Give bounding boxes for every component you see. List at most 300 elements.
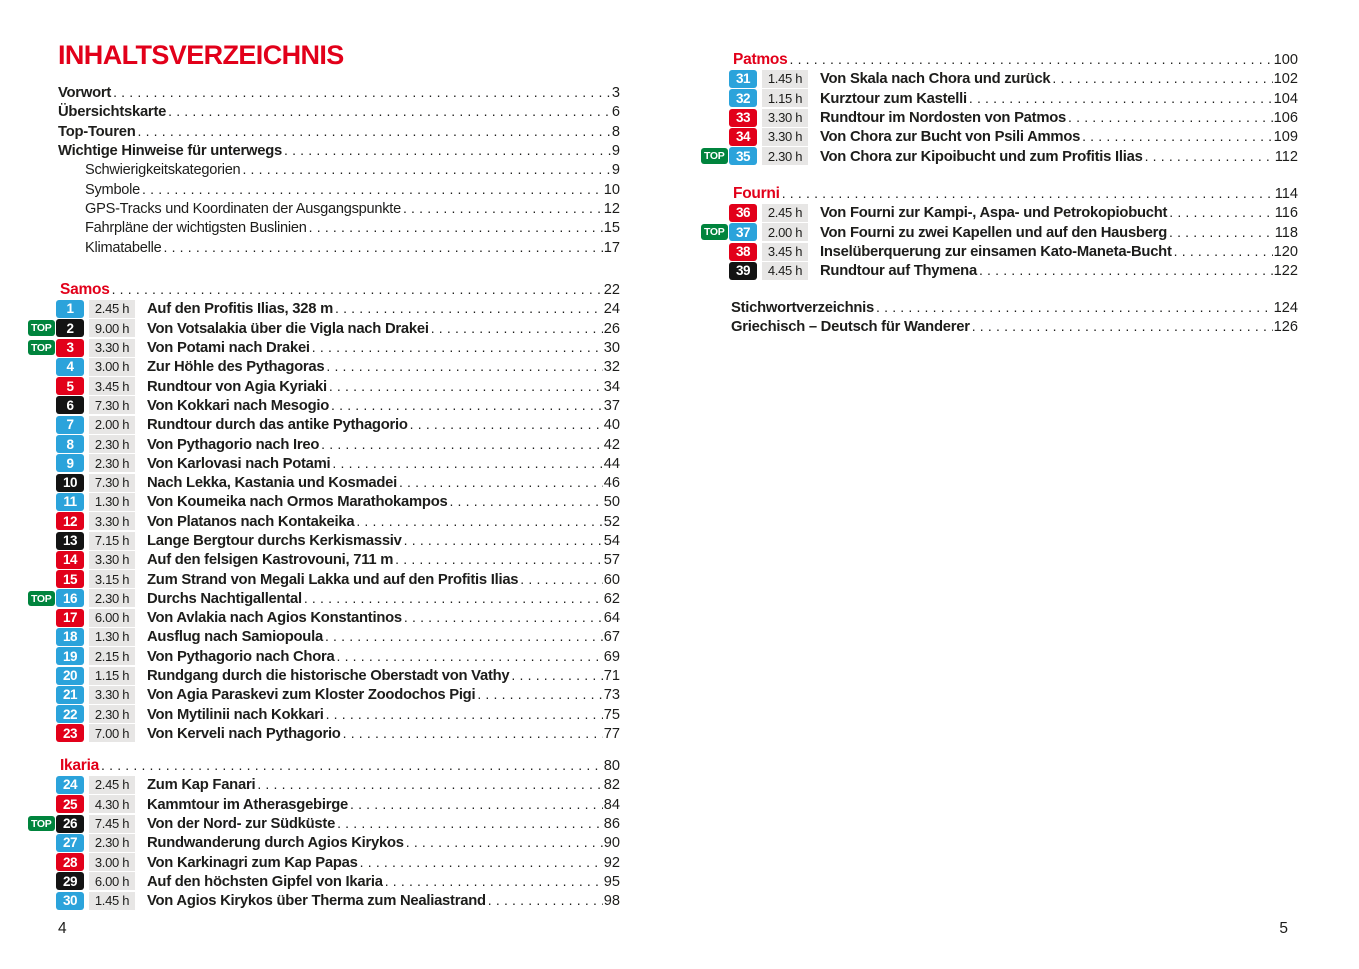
dot-leader bbox=[325, 628, 603, 644]
duration-cell: 3.30 h bbox=[762, 128, 808, 146]
tour-number-badge: 39 bbox=[729, 262, 757, 280]
dot-leader bbox=[326, 706, 603, 722]
dot-leader bbox=[356, 513, 602, 529]
tour-number-badge: 18 bbox=[56, 628, 84, 646]
dot-leader bbox=[138, 123, 611, 139]
section-title: Patmos bbox=[733, 50, 788, 68]
page-ref: 32 bbox=[603, 359, 620, 376]
duration-cell: 3.00 h bbox=[89, 853, 135, 871]
duration-cell: 1.45 h bbox=[762, 70, 808, 88]
dot-leader bbox=[1052, 70, 1272, 86]
page-ref: 114 bbox=[1274, 185, 1298, 202]
page-ref: 12 bbox=[603, 200, 620, 217]
section-title: Ikaria bbox=[60, 756, 100, 774]
tour-number-badge: 29 bbox=[56, 872, 84, 890]
toc-entry-row bbox=[28, 160, 620, 179]
toc-entry bbox=[731, 299, 1298, 316]
page-ref: 98 bbox=[603, 893, 620, 910]
tour-entry bbox=[147, 667, 620, 684]
tour-number-badge: 5 bbox=[56, 377, 84, 395]
dot-leader bbox=[164, 239, 603, 255]
section-fourni bbox=[701, 184, 1298, 280]
page-ref: 24 bbox=[603, 301, 620, 318]
tour-row bbox=[28, 550, 620, 569]
tour-row bbox=[28, 376, 620, 395]
toc-entry bbox=[58, 84, 620, 101]
duration-cell: 1.15 h bbox=[762, 89, 808, 107]
tour-title: Von Agios Kirykos über Therma zum Nealiastrand bbox=[147, 893, 486, 910]
dot-leader bbox=[337, 648, 603, 664]
dot-leader bbox=[350, 796, 603, 812]
dot-leader bbox=[876, 299, 1273, 315]
page-number-left: 4 bbox=[58, 920, 67, 937]
page-ref: 86 bbox=[603, 816, 620, 833]
tour-row bbox=[701, 89, 1298, 108]
dot-leader bbox=[284, 142, 611, 158]
tour-row bbox=[701, 261, 1298, 280]
top-badge-slot bbox=[28, 591, 52, 607]
duration-cell: 4.30 h bbox=[89, 795, 135, 813]
tour-title: Kammtour im Atherasgebirge bbox=[147, 796, 348, 813]
duration-cell: 2.30 h bbox=[89, 705, 135, 723]
tour-entry bbox=[147, 551, 620, 568]
duration-cell: 7.45 h bbox=[89, 815, 135, 833]
toc-entry bbox=[85, 219, 620, 236]
tour-title: Von Pythagorio nach Ireo bbox=[147, 436, 320, 453]
section-patmos bbox=[701, 50, 1298, 166]
dot-leader bbox=[1082, 128, 1273, 144]
tour-title: Von Kerveli nach Pythagorio bbox=[147, 725, 341, 742]
dot-leader bbox=[1068, 109, 1273, 125]
tour-entry bbox=[147, 320, 620, 337]
tour-number-badge: 9 bbox=[56, 454, 84, 472]
tour-row bbox=[28, 319, 620, 338]
tour-number-badge: 16 bbox=[56, 589, 84, 607]
toc-entry-row bbox=[28, 141, 620, 160]
duration-cell: 1.45 h bbox=[89, 892, 135, 910]
tour-row bbox=[28, 473, 620, 492]
toc-entry bbox=[731, 318, 1298, 335]
duration-cell: 4.45 h bbox=[762, 262, 808, 280]
page-number-right: 5 bbox=[1279, 920, 1288, 937]
tour-row bbox=[28, 608, 620, 627]
tour-title: Von Skala nach Chora und zurück bbox=[820, 71, 1051, 88]
tour-number-badge: 20 bbox=[56, 667, 84, 685]
tour-title: Kurztour zum Kastelli bbox=[820, 90, 967, 107]
tour-entry bbox=[147, 436, 620, 453]
page-ref: 60 bbox=[603, 571, 620, 588]
section-header-row bbox=[28, 280, 620, 299]
page-ref: 40 bbox=[603, 417, 620, 434]
tour-title: Von Agia Paraskevi zum Kloster Zoodochos Pigi bbox=[147, 687, 476, 704]
tour-title: Zum Kap Fanari bbox=[147, 777, 256, 794]
tour-row bbox=[701, 69, 1298, 88]
tour-title: Von der Nord- zur Südküste bbox=[147, 816, 336, 833]
top-badge-slot bbox=[28, 320, 52, 336]
duration-cell: 1.30 h bbox=[89, 628, 135, 646]
tour-title: Lange Bergtour durchs Kerkismassiv bbox=[147, 533, 402, 549]
tour-number-badge: 31 bbox=[729, 70, 757, 88]
tour-number-badge: 30 bbox=[56, 892, 84, 910]
tour-title: Rundwanderung durch Agios Kirykos bbox=[147, 835, 404, 852]
duration-cell: 3.00 h bbox=[89, 358, 135, 376]
tour-row bbox=[28, 589, 620, 608]
tour-row bbox=[701, 242, 1298, 261]
dot-leader bbox=[337, 815, 603, 831]
page-ref: 67 bbox=[603, 629, 620, 646]
tour-entry bbox=[820, 70, 1298, 87]
page-ref: 92 bbox=[603, 854, 620, 871]
duration-cell: 2.30 h bbox=[762, 147, 808, 165]
tour-number-badge: 12 bbox=[56, 512, 84, 530]
tour-number-badge: 27 bbox=[56, 834, 84, 852]
tour-number-badge: 33 bbox=[729, 109, 757, 127]
tour-row bbox=[28, 627, 620, 646]
tour-title: Rundgang durch die historische Oberstadt von Vathy bbox=[147, 668, 510, 685]
tour-entry bbox=[147, 796, 620, 813]
dot-leader bbox=[511, 667, 602, 683]
tour-number-badge: 22 bbox=[56, 705, 84, 723]
dot-leader bbox=[113, 84, 611, 100]
top-badge: TOP bbox=[701, 148, 728, 164]
top-badge-slot bbox=[701, 148, 725, 164]
duration-cell: 2.30 h bbox=[89, 834, 135, 852]
duration-cell: 2.00 h bbox=[89, 416, 135, 434]
page-ref: 9 bbox=[611, 143, 620, 160]
page-ref: 37 bbox=[603, 397, 620, 414]
dot-leader bbox=[404, 532, 603, 548]
tour-row bbox=[701, 108, 1298, 127]
toc-entry bbox=[85, 239, 620, 256]
dot-leader bbox=[385, 873, 603, 889]
page-ref: 42 bbox=[603, 436, 620, 453]
tour-row bbox=[28, 531, 620, 550]
tour-title: Von Avlakia nach Agios Konstantinos bbox=[147, 610, 402, 627]
section-ikaria bbox=[28, 756, 620, 910]
page-ref: 10 bbox=[603, 181, 620, 198]
dot-leader bbox=[257, 776, 602, 792]
page-ref: 95 bbox=[603, 873, 620, 890]
page-ref: 46 bbox=[603, 475, 620, 492]
tour-number-badge: 19 bbox=[56, 647, 84, 665]
duration-cell: 3.30 h bbox=[762, 109, 808, 127]
tour-title: Auf den felsigen Kastrovouni, 711 m bbox=[147, 552, 394, 569]
page-ref: 82 bbox=[603, 777, 620, 794]
page-ref: 104 bbox=[1273, 90, 1298, 107]
tour-number-badge: 32 bbox=[729, 89, 757, 107]
tour-number-badge: 10 bbox=[56, 474, 84, 492]
tour-number-badge: 1 bbox=[56, 300, 84, 318]
tour-number-badge: 28 bbox=[56, 853, 84, 871]
tour-title: Von Fourni zur Kampi-, Aspa- und Petrokopiobucht bbox=[820, 205, 1168, 222]
dot-leader bbox=[1145, 148, 1274, 164]
page-ref: 57 bbox=[603, 552, 620, 569]
section-header-entry bbox=[60, 757, 620, 775]
duration-cell: 2.45 h bbox=[762, 204, 808, 222]
toc-page-right bbox=[701, 0, 1298, 969]
tour-entry bbox=[147, 590, 620, 607]
duration-cell: 3.45 h bbox=[762, 243, 808, 261]
toc-entry bbox=[58, 123, 620, 140]
dot-leader bbox=[329, 378, 603, 394]
duration-cell: 7.30 h bbox=[89, 474, 135, 492]
tour-title: Auf den höchsten Gipfel von Ikaria bbox=[147, 873, 383, 890]
page-ref: 50 bbox=[603, 494, 620, 511]
tour-number-badge: 23 bbox=[56, 724, 84, 742]
tour-number-badge: 17 bbox=[56, 609, 84, 627]
tour-entry bbox=[147, 300, 620, 317]
page-ref: 102 bbox=[1273, 71, 1298, 88]
tour-entry bbox=[147, 725, 620, 742]
toc-entry-label: Wichtige Hinweise für unterwegs bbox=[58, 143, 282, 160]
page-ref: 124 bbox=[1273, 300, 1298, 317]
tour-title: Von Pythagorio nach Chora bbox=[147, 648, 335, 665]
top-badge-slot bbox=[28, 340, 52, 356]
dot-leader bbox=[312, 339, 603, 355]
tour-row bbox=[28, 833, 620, 852]
dot-leader bbox=[326, 358, 602, 374]
top-badge-slot bbox=[28, 816, 52, 832]
tour-row bbox=[28, 299, 620, 318]
page-ref: 118 bbox=[1274, 224, 1298, 241]
tour-row bbox=[28, 647, 620, 666]
tour-entry bbox=[147, 628, 620, 645]
tour-number-badge: 8 bbox=[56, 435, 84, 453]
duration-cell: 2.00 h bbox=[762, 223, 808, 241]
page-ref: 122 bbox=[1273, 263, 1298, 280]
tour-row bbox=[28, 814, 620, 833]
tour-title: Von Kokkari nach Mesogio bbox=[147, 397, 330, 414]
tour-number-badge: 26 bbox=[56, 815, 84, 833]
duration-cell: 3.45 h bbox=[89, 377, 135, 395]
page-ref: 112 bbox=[1274, 148, 1298, 165]
dot-leader bbox=[790, 51, 1273, 67]
toc-entry bbox=[85, 161, 620, 178]
duration-cell: 6.00 h bbox=[89, 609, 135, 627]
tour-title: Rundtour auf Thymena bbox=[820, 263, 977, 280]
page-ref: 126 bbox=[1273, 319, 1298, 336]
tour-number-badge: 4 bbox=[56, 358, 84, 376]
tour-title: Nach Lekka, Kastania und Kosmadei bbox=[147, 475, 397, 492]
tour-row bbox=[28, 685, 620, 704]
dot-leader bbox=[399, 474, 603, 490]
tour-row bbox=[28, 338, 620, 357]
tour-number-badge: 38 bbox=[729, 243, 757, 261]
toc-entry-row bbox=[28, 199, 620, 218]
tour-entry bbox=[147, 609, 620, 626]
tour-row bbox=[28, 454, 620, 473]
page-ref: 8 bbox=[611, 123, 620, 140]
tour-entry bbox=[147, 416, 620, 433]
page-ref: 73 bbox=[603, 687, 620, 704]
tour-number-badge: 24 bbox=[56, 776, 84, 794]
tour-number-badge: 37 bbox=[729, 223, 757, 241]
tour-row bbox=[28, 666, 620, 685]
page-ref: 52 bbox=[603, 513, 620, 530]
tour-entry bbox=[147, 474, 620, 491]
duration-cell: 3.30 h bbox=[89, 686, 135, 704]
tour-title: Von Karlovasi nach Potami bbox=[147, 455, 331, 472]
page-ref: 62 bbox=[603, 590, 620, 607]
tour-entry bbox=[820, 109, 1298, 126]
toc-entry-row bbox=[28, 83, 620, 102]
dot-leader bbox=[360, 854, 603, 870]
tour-row bbox=[28, 396, 620, 415]
dot-leader bbox=[449, 493, 602, 509]
section-header-entry bbox=[733, 51, 1298, 69]
dot-leader bbox=[1169, 204, 1274, 220]
section-title: Samos bbox=[60, 280, 110, 298]
tour-entry bbox=[147, 815, 620, 832]
duration-cell: 1.15 h bbox=[89, 667, 135, 685]
tour-row bbox=[701, 223, 1298, 242]
tour-number-badge: 21 bbox=[56, 686, 84, 704]
tour-entry bbox=[147, 776, 620, 793]
tour-number-badge: 25 bbox=[56, 795, 84, 813]
toc-entry bbox=[58, 103, 620, 120]
duration-cell: 3.30 h bbox=[89, 339, 135, 357]
dot-leader bbox=[410, 416, 603, 432]
dot-leader bbox=[335, 300, 603, 316]
toc-entry-label: Top-Touren bbox=[58, 123, 136, 140]
dot-leader bbox=[321, 436, 603, 452]
dot-leader bbox=[112, 281, 603, 297]
dot-leader bbox=[477, 686, 602, 702]
tour-row bbox=[28, 852, 620, 871]
toc-entry-label: Symbole bbox=[85, 181, 141, 198]
dot-leader bbox=[406, 834, 603, 850]
toc-entry-label: Fahrpläne der wichtigsten Buslinien bbox=[85, 220, 307, 237]
page-ref: 30 bbox=[603, 340, 620, 357]
tour-title: Von Chora zur Kipoibucht und zum Profitis Ilias bbox=[820, 148, 1143, 165]
top-badge: TOP bbox=[28, 816, 55, 832]
tour-title: Zum Strand von Megali Lakka und auf den Profitis Ilias bbox=[147, 571, 519, 588]
tour-row bbox=[701, 203, 1298, 222]
tour-entry bbox=[820, 128, 1298, 145]
page-ref: 120 bbox=[1273, 244, 1298, 261]
toc-entry-row bbox=[28, 218, 620, 237]
toc-entry-row bbox=[28, 179, 620, 198]
tour-title: Auf den Profitis Ilias, 328 m bbox=[147, 301, 333, 318]
toc-entry-label: Griechisch – Deutsch für Wanderer bbox=[731, 319, 970, 336]
dot-leader bbox=[969, 90, 1273, 106]
tour-title: Rundtour durch das antike Pythagorio bbox=[147, 417, 408, 434]
tour-title: Von Fourni zu zwei Kapellen und auf den Hausberg bbox=[820, 224, 1167, 241]
tour-row bbox=[28, 357, 620, 376]
tour-title: Von Mytilinii nach Kokkari bbox=[147, 706, 324, 723]
tour-entry bbox=[820, 243, 1298, 260]
page-ref: 84 bbox=[603, 796, 620, 813]
tour-row bbox=[28, 872, 620, 891]
dot-leader bbox=[395, 551, 603, 567]
tour-entry bbox=[147, 532, 620, 549]
duration-cell: 2.45 h bbox=[89, 300, 135, 318]
toc-entry-row bbox=[28, 122, 620, 141]
page-ref: 22 bbox=[603, 281, 620, 298]
tour-title: Inselüberquerung zur einsamen Kato-Maneta-Bucht bbox=[820, 244, 1172, 261]
top-badge: TOP bbox=[701, 224, 728, 240]
page-ref: 44 bbox=[603, 455, 620, 472]
tour-number-badge: 3 bbox=[56, 339, 84, 357]
page-ref: 80 bbox=[603, 757, 620, 774]
tour-row bbox=[28, 569, 620, 588]
tour-number-badge: 14 bbox=[56, 551, 84, 569]
duration-cell: 7.00 h bbox=[89, 724, 135, 742]
tour-row bbox=[28, 891, 620, 910]
dot-leader bbox=[520, 571, 602, 587]
top-badge-slot bbox=[701, 224, 725, 240]
dot-leader bbox=[142, 181, 603, 197]
page-ref: 100 bbox=[1273, 51, 1298, 68]
toc-entry-label: Klimatabelle bbox=[85, 239, 162, 256]
dot-leader bbox=[403, 200, 603, 216]
page-title: INHALTSVERZEICHNIS bbox=[58, 40, 344, 70]
toc-entry-row bbox=[28, 102, 620, 121]
tour-title: Von Votsalakia über die Vigla nach Drakei bbox=[147, 320, 429, 337]
page-ref: 17 bbox=[603, 239, 620, 256]
toc-entry bbox=[85, 200, 620, 217]
tour-entry bbox=[147, 397, 620, 414]
tour-entry bbox=[147, 834, 620, 851]
dot-leader bbox=[304, 590, 603, 606]
dot-leader bbox=[101, 757, 603, 773]
dot-leader bbox=[404, 609, 603, 625]
page-ref: 9 bbox=[611, 162, 620, 179]
section-header-row bbox=[701, 50, 1298, 69]
page-ref: 15 bbox=[603, 220, 620, 237]
duration-cell: 3.15 h bbox=[89, 570, 135, 588]
toc-page-left bbox=[28, 0, 620, 969]
page-ref: 71 bbox=[603, 668, 620, 685]
duration-cell: 7.15 h bbox=[89, 532, 135, 550]
duration-cell: 2.45 h bbox=[89, 776, 135, 794]
dot-leader bbox=[972, 318, 1273, 334]
page-ref: 64 bbox=[603, 610, 620, 627]
top-badge: TOP bbox=[28, 320, 55, 336]
tour-entry bbox=[147, 892, 620, 909]
toc-entry-row bbox=[701, 317, 1298, 336]
tour-number-badge: 15 bbox=[56, 570, 84, 588]
front-matter-list bbox=[28, 83, 620, 257]
tour-row bbox=[28, 512, 620, 531]
tour-entry bbox=[147, 648, 620, 665]
top-badge: TOP bbox=[28, 340, 55, 356]
page-ref: 6 bbox=[611, 104, 620, 121]
dot-leader bbox=[309, 219, 603, 235]
toc-entry-label: Stichwortverzeichnis bbox=[731, 300, 875, 317]
dot-leader bbox=[332, 455, 602, 471]
dot-leader bbox=[168, 103, 611, 119]
toc-entry-label: Vorwort bbox=[58, 85, 112, 102]
section-samos bbox=[28, 280, 620, 743]
page-ref: 75 bbox=[603, 706, 620, 723]
page-ref: 3 bbox=[611, 85, 620, 102]
tour-title: Rundtour von Agia Kyriaki bbox=[147, 378, 327, 395]
tour-title: Zur Höhle des Pythagoras bbox=[147, 359, 325, 376]
tour-title: Durchs Nachtigallental bbox=[147, 590, 302, 607]
toc-entry bbox=[85, 181, 620, 198]
tour-number-badge: 36 bbox=[729, 204, 757, 222]
page-ref: 26 bbox=[603, 320, 620, 337]
duration-cell: 2.30 h bbox=[89, 589, 135, 607]
toc-entry-row bbox=[701, 298, 1298, 317]
tour-number-badge: 34 bbox=[729, 128, 757, 146]
page-ref: 106 bbox=[1273, 110, 1298, 127]
dot-leader bbox=[979, 262, 1273, 278]
page-ref: 90 bbox=[603, 835, 620, 852]
duration-cell: 2.30 h bbox=[89, 454, 135, 472]
tour-row bbox=[28, 434, 620, 453]
